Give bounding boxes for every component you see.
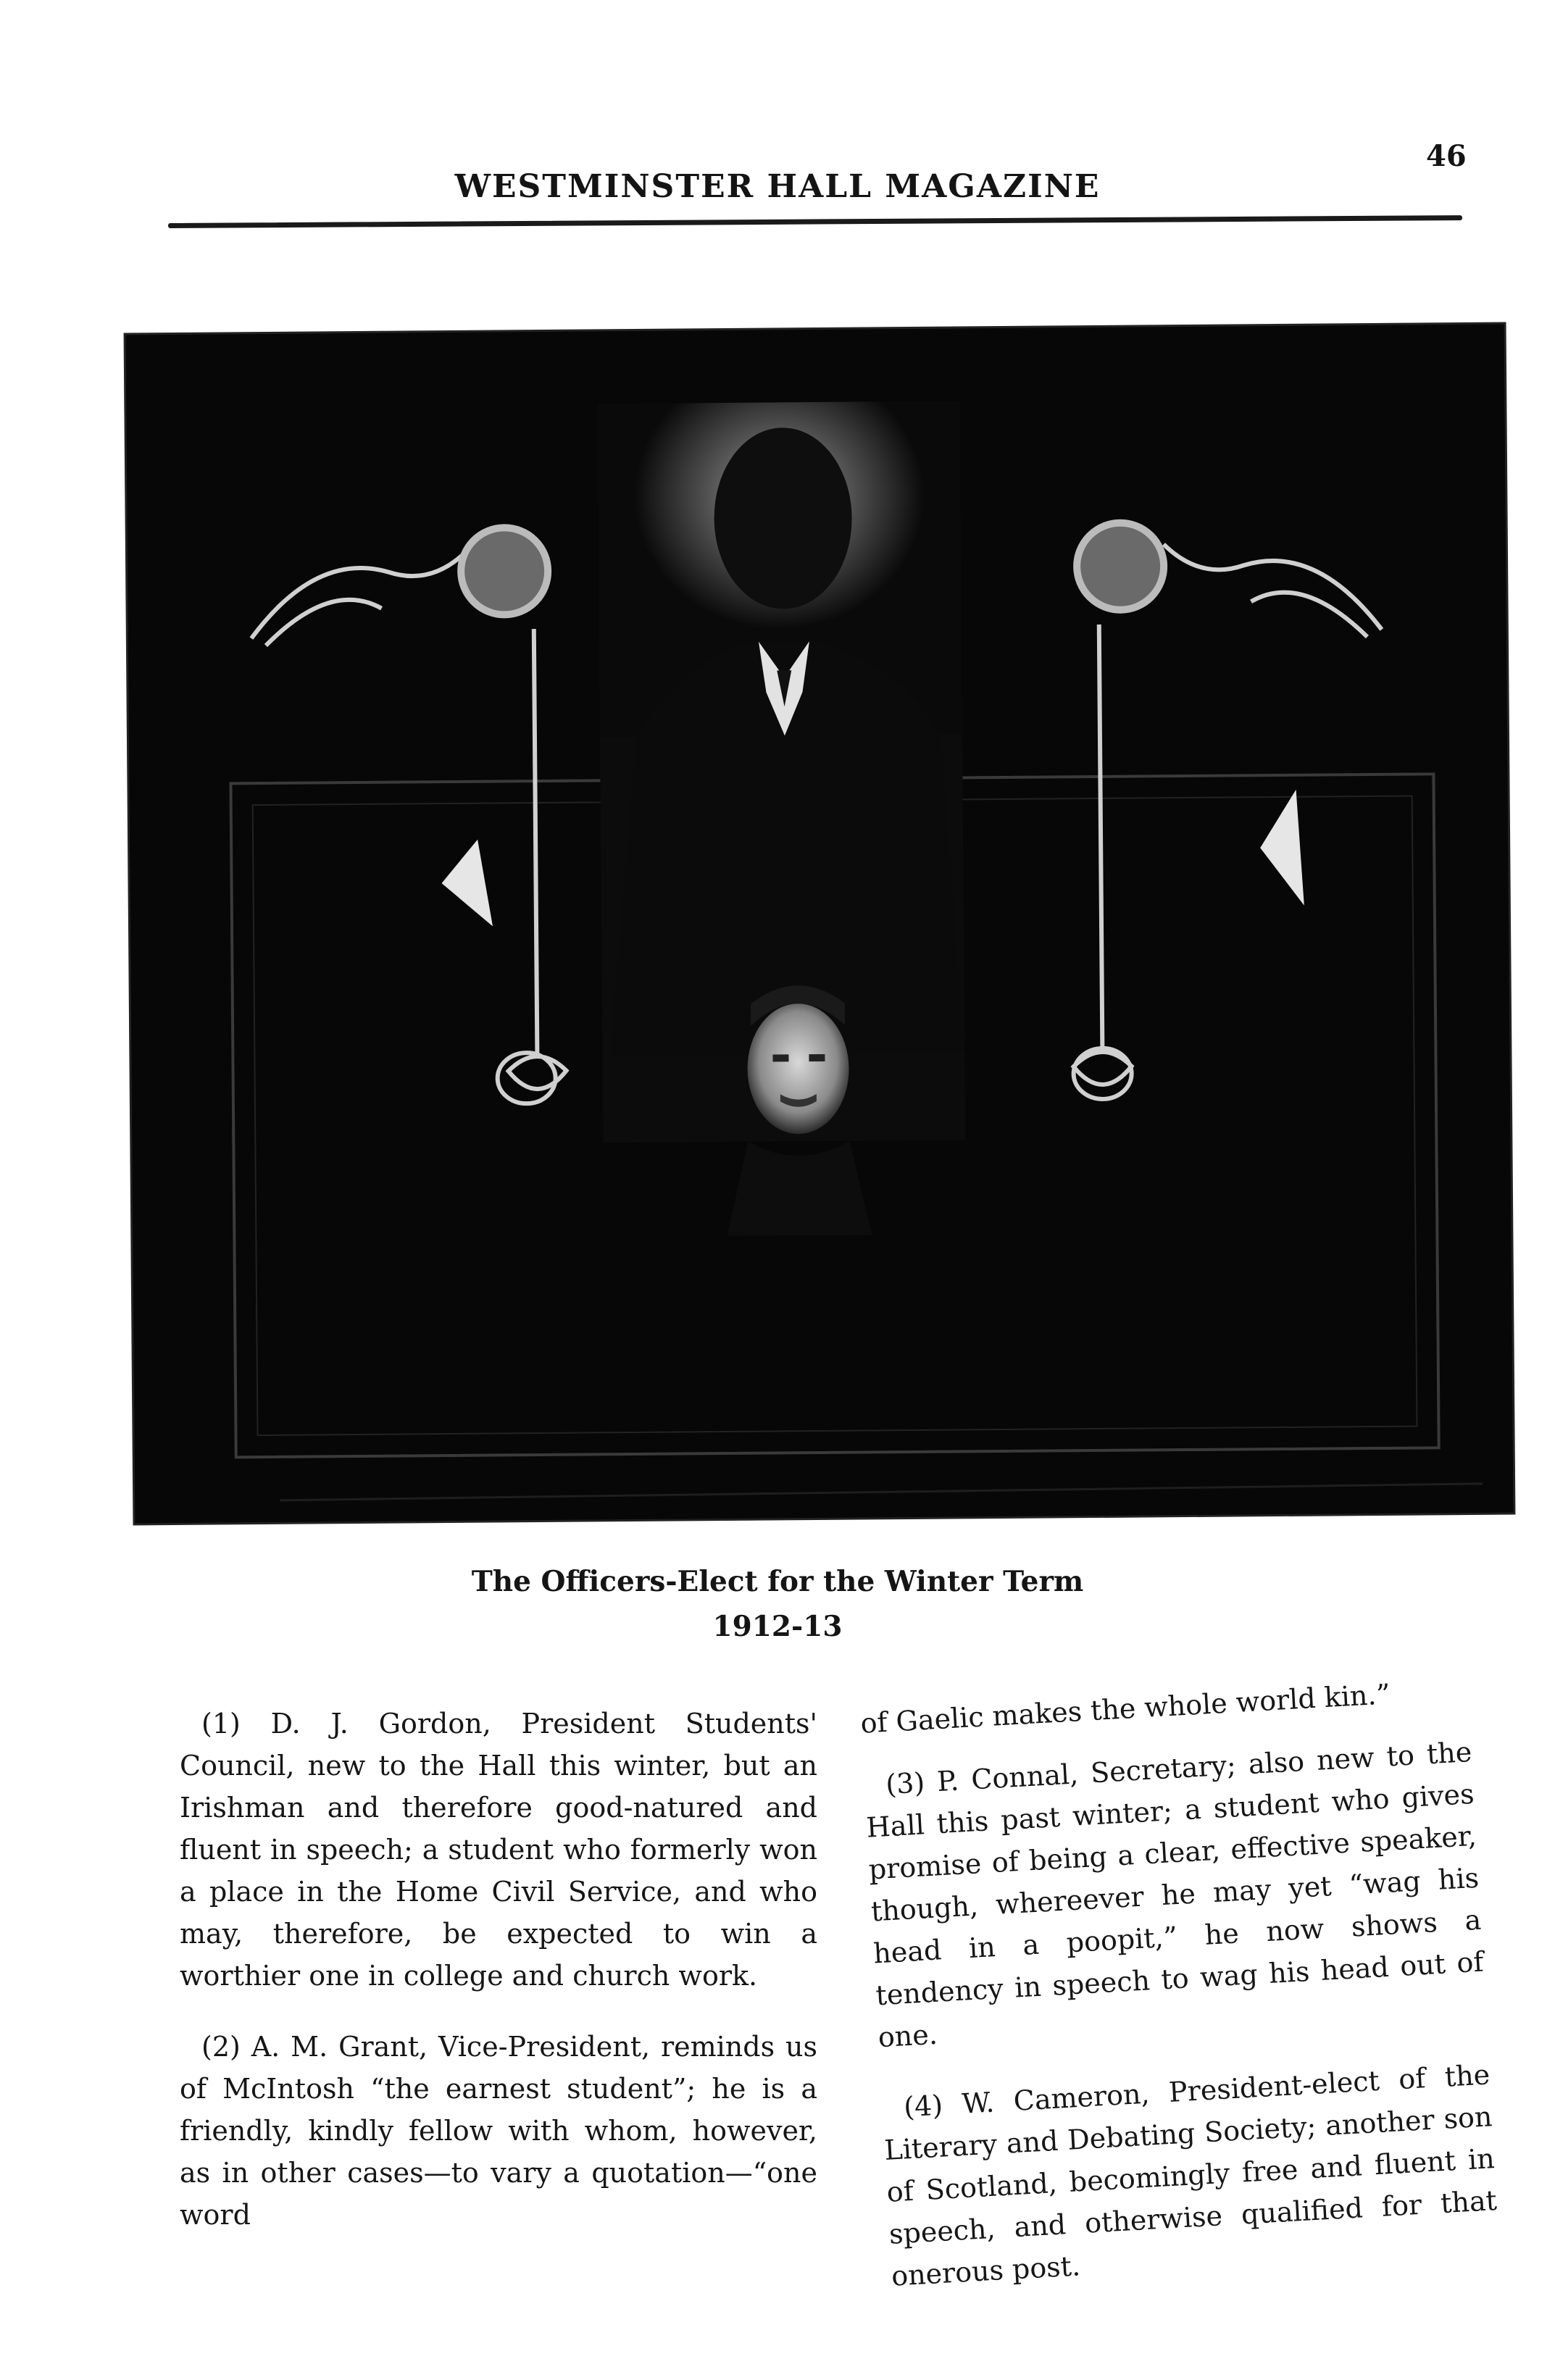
officers-photograph xyxy=(126,325,1514,1524)
photograph-drawing xyxy=(126,325,1514,1524)
entry-connal: (3) P. Connal, Secretary; also new to the Hall this past winter; a student who gives promise of being a clear, effective speaker, though, whereever he may yet “wag his head in a poopit,” he now shows a tendency in speech to wag his head out of one. xyxy=(865,1735,1485,2054)
left-column xyxy=(180,1703,817,2265)
page-header xyxy=(0,0,1555,239)
photo-caption-years: 1912-13 xyxy=(712,1610,843,1643)
page-number: 46 xyxy=(1426,139,1467,173)
photo-caption: The Officers-Elect for the Winter Term xyxy=(471,1565,1084,1598)
right-column xyxy=(859,1669,1502,2326)
entry-grant: (2) A. M. Grant, Vice-President, reminds us of McIntosh “the earnest student”; he is a friendly, kindly fellow with whom, however, as in other cases—to vary a quotation—“one word xyxy=(180,2031,817,2231)
entry-grant-continuation: of Gaelic makes the whole world kin.” xyxy=(859,1678,1391,1740)
entry-cameron: (4) W. Cameron, President-elect of the Literary and Debating Society; another son of Scotland, becomingly free and fluent in speech, and otherwise qualified for that onerous post. xyxy=(883,2058,1498,2292)
header-rule xyxy=(168,215,1462,228)
entry-gordon: (1) D. J. Gordon, President Students' Council, new to the Hall this winter, but an Irishman and therefore good-natured and fluent in speech; a student who formerly won a place in the Home Civil Service, and who may, therefore, be expected to win a worthier one in college and church work. xyxy=(180,1708,817,1992)
magazine-title: WESTMINSTER HALL MAGAZINE xyxy=(454,168,1101,205)
